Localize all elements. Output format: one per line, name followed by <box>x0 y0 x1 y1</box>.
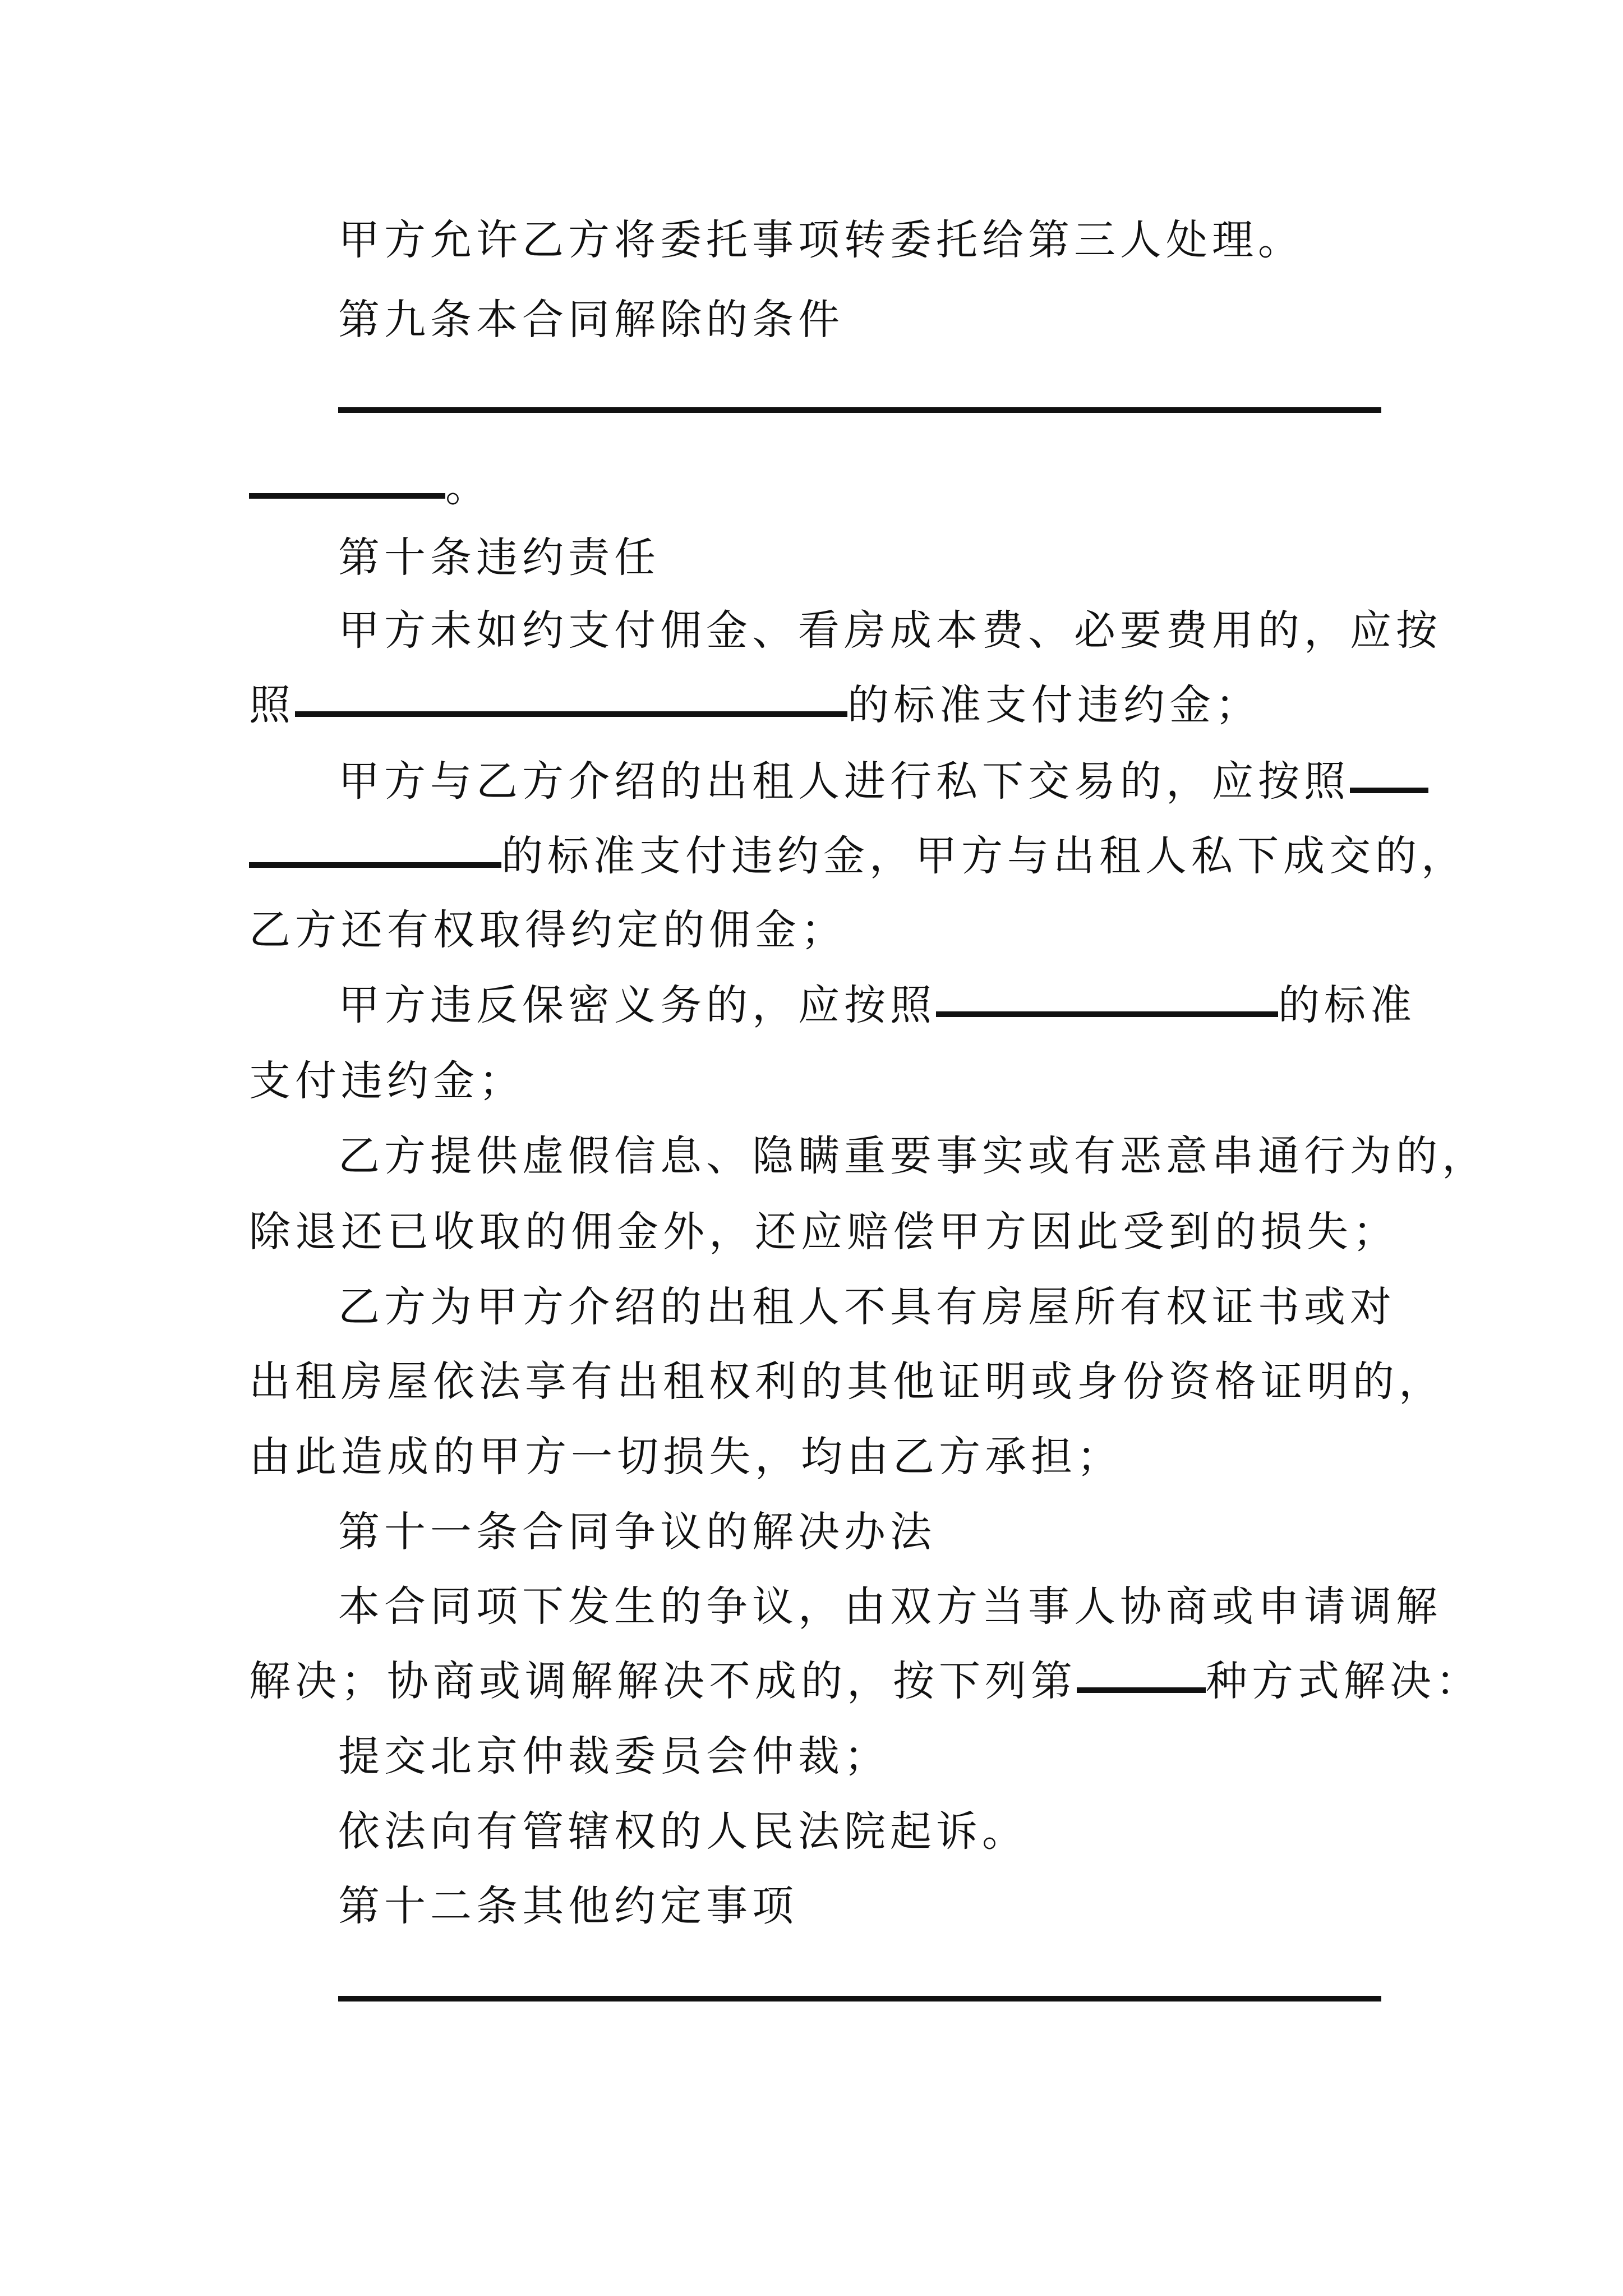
fill-in-blank <box>1077 1682 1206 1693</box>
paragraph-line <box>249 671 1387 739</box>
article-12-heading: 第十二条其他约定事项 <box>338 1882 798 1930</box>
paragraph-line: 出租房屋依法享有出租权利的其他证明或身份资格证明的， <box>249 1358 1445 1406</box>
paragraph-line: 甲方未如约支付佣金、看房成本费、必要费用的，应按 <box>338 606 1442 655</box>
text-fragment: 种方式解决： <box>1206 1657 1482 1705</box>
text-fragment: 的标准支付违约金，甲方与出租人私下成交的， <box>501 832 1467 880</box>
paragraph-line: 甲方允许乙方将委托事项转委托给第三人处理。 <box>338 216 1304 264</box>
paragraph-end-mark: 。 <box>445 463 491 511</box>
fill-in-blank <box>936 1006 1278 1017</box>
fill-in-blank <box>295 706 847 717</box>
fill-in-blank-line <box>338 375 1387 442</box>
article-11-heading: 第十一条合同争议的解决办法 <box>338 1508 936 1556</box>
option-line: 提交北京仲裁委员会仲裁； <box>338 1732 890 1780</box>
paragraph-line: 本合同项下发生的争议，由双方当事人协商或申请调解 <box>338 1582 1442 1631</box>
fill-in-blank <box>338 407 1381 413</box>
text-fragment: 甲方与乙方介绍的出租人进行私下交易的，应按照 <box>338 757 1350 806</box>
fill-in-blank <box>1350 782 1428 793</box>
option-line: 依法向有管辖权的人民法院起诉。 <box>338 1807 1028 1856</box>
fill-in-blank <box>249 857 501 868</box>
paragraph-line: 乙方为甲方介绍的出租人不具有房屋所有权证书或对 <box>338 1283 1396 1331</box>
paragraph-line: 乙方还有权取得约定的佣金； <box>249 906 847 954</box>
article-10-heading: 第十条违约责任 <box>338 533 660 582</box>
fill-in-blank <box>338 1996 1381 2001</box>
text-fragment: 的标准 <box>1278 981 1416 1029</box>
paragraph-line <box>338 972 1416 1039</box>
text-fragment: 照 <box>249 681 295 729</box>
paragraph-line: 由此造成的甲方一切损失，均由乙方承担； <box>249 1433 1123 1481</box>
paragraph-line <box>249 1648 1482 1715</box>
text-fragment: 的标准支付违约金； <box>847 681 1261 729</box>
paragraph-line <box>338 748 1387 815</box>
paragraph-line: 支付违约金； <box>249 1057 525 1105</box>
fill-in-blank-line <box>249 453 1387 521</box>
article-9-heading: 第九条本合同解除的条件 <box>338 296 844 344</box>
fill-in-blank-line <box>338 1963 1387 2031</box>
fill-in-blank <box>249 487 445 499</box>
text-fragment: 甲方违反保密义务的，应按照 <box>338 981 936 1029</box>
paragraph-line <box>249 822 1467 890</box>
paragraph-line: 除退还已收取的佣金外，还应赔偿甲方因此受到的损失； <box>249 1208 1399 1256</box>
text-fragment: 解决；协商或调解解决不成的，按下列第 <box>249 1657 1077 1705</box>
paragraph-line: 乙方提供虚假信息、隐瞒重要事实或有恶意串通行为的， <box>338 1132 1488 1180</box>
